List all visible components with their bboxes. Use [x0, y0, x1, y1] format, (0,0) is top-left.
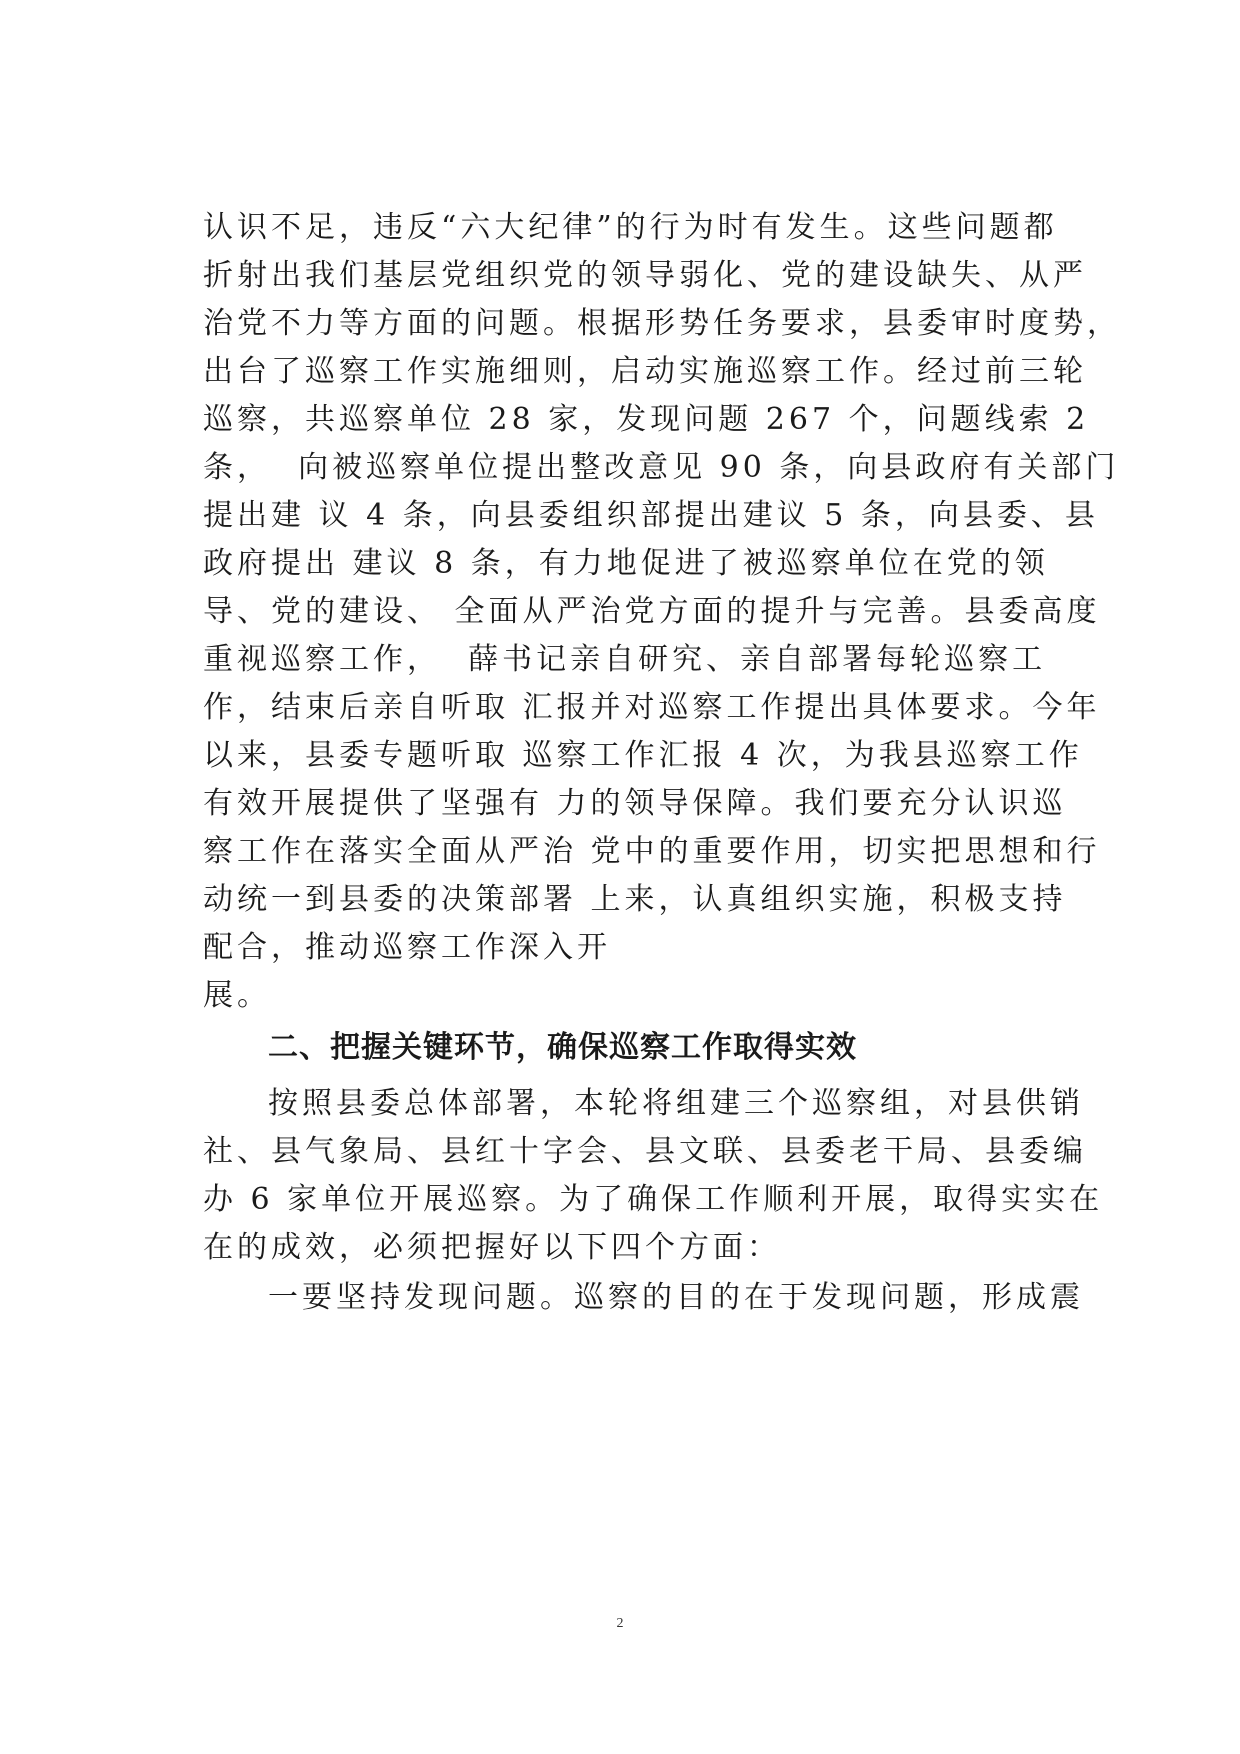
- text-line: 以来，县委专题听取 巡察工作汇报 4 次，为我县巡察工作: [203, 738, 1083, 773]
- text-line: 在的成效，必须把握好以下四个方面：: [203, 1230, 781, 1265]
- text-line: 重视巡察工作， 薛书记亲自研究、亲自部署每轮巡察工: [203, 642, 1047, 677]
- text-line: 巡察，共巡察单位 28 家，发现问题 267 个，问题线索 2: [203, 402, 1090, 437]
- text-line: 作，结束后亲自听取 汇报并对巡察工作提出具体要求。今年: [203, 690, 1101, 725]
- text-line: 办 6 家单位开展巡察。为了确保工作顺利开展，取得实实在: [203, 1182, 1104, 1217]
- text-line: 动统一到县委的决策部署 上来，认真组织实施，积极支持: [203, 882, 1067, 917]
- text-line: 社、县气象局、县红十字会、县文联、县委老干局、县委编: [203, 1134, 1087, 1169]
- text-line: 政府提出 建议 8 条，有力地促进了被巡察单位在党的领: [203, 546, 1049, 581]
- section-heading: 二、把握关键环节，确保巡察工作取得实效: [268, 1030, 857, 1065]
- text-line: 按照县委总体部署，本轮将组建三个巡察组，对县供销: [268, 1086, 1084, 1121]
- text-line: 折射出我们基层党组织党的领导弱化、党的建设缺失、从严: [203, 258, 1087, 293]
- text-line: 配合，推动巡察工作深入开: [203, 930, 611, 965]
- text-line: 有效开展提供了坚强有 力的领导保障。我们要充分认识巡: [203, 786, 1067, 821]
- page-number: 2: [616, 1616, 624, 1631]
- text-line: 条， 向被巡察单位提出整改意见 90 条，向县政府有关部门: [203, 450, 1120, 485]
- text-line: 认识不足，违反“六大纪律”的行为时有发生。这些问题都: [203, 210, 1058, 245]
- text-line: 展。: [203, 978, 271, 1013]
- text-line: 出台了巡察工作实施细则，启动实施巡察工作。经过前三轮: [203, 354, 1087, 389]
- text-line: 导、党的建设、 全面从严治党方面的提升与完善。县委高度: [203, 594, 1101, 629]
- text-line: 提出建 议 4 条，向县委组织部提出建议 5 条，向县委、县: [203, 498, 1099, 533]
- text-line: 治党不力等方面的问题。根据形势任务要求，县委审时度势，: [203, 306, 1121, 341]
- text-line: 一要坚持发现问题。巡察的目的在于发现问题，形成震: [268, 1280, 1084, 1315]
- text-line: 察工作在落实全面从严治 党中的重要作用，切实把思想和行: [203, 834, 1101, 869]
